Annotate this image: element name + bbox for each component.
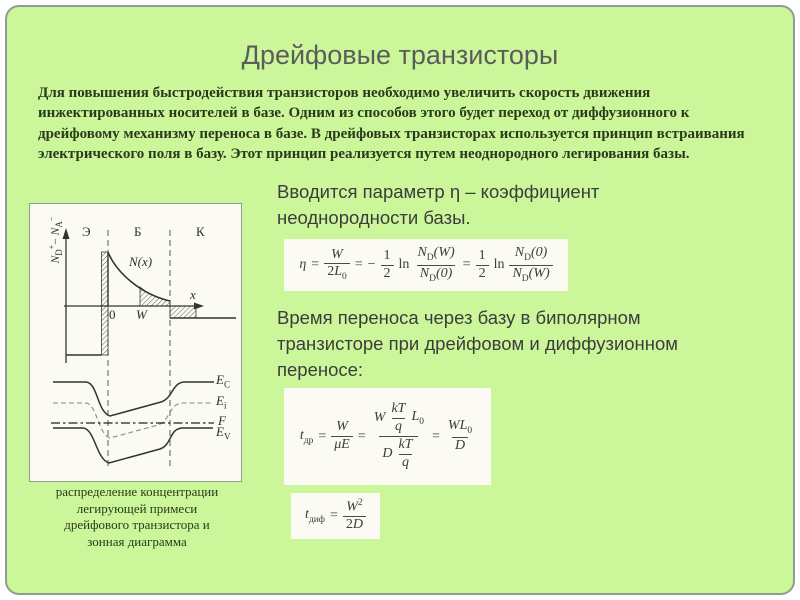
figure-panel bbox=[29, 203, 242, 482]
band-label-ec: $E_C$ bbox=[216, 372, 230, 390]
formula-t-drift bbox=[284, 388, 491, 485]
hatch-emitter-junction bbox=[102, 252, 109, 355]
fraction: $\frac{W}{2L_0}$ bbox=[324, 247, 350, 284]
fraction: $\frac{N_D(W)}{N_D(0)}$ bbox=[417, 245, 455, 284]
text-line: транзисторе при дрейфовом и диффузионном bbox=[277, 333, 679, 354]
conduction-band-line bbox=[53, 382, 214, 416]
fraction: $\frac{kT}{q}$ bbox=[398, 437, 413, 470]
y-axis-label-part: N bbox=[49, 227, 62, 236]
text-line: Вводится параметр η – коэффициент bbox=[277, 181, 600, 202]
intro-line: инжектированных носителей в базе. Одним из способов этого будет переход от диффузионного к bbox=[38, 105, 690, 122]
math-token: η bbox=[299, 257, 307, 272]
math-token: = bbox=[311, 257, 320, 272]
figure-caption bbox=[27, 484, 247, 550]
math-token: = bbox=[432, 428, 440, 444]
intrinsic-level-line bbox=[53, 403, 213, 438]
intro-line: Для повышения быстродействия транзисторов необходимо увеличить скорость движения bbox=[38, 85, 651, 101]
band-label-ei: $E_i$ bbox=[216, 393, 227, 411]
band-label-f: F bbox=[218, 413, 226, 428]
formula-eta bbox=[284, 239, 568, 291]
y-axis-label-part: + bbox=[47, 244, 56, 250]
math-token: $t_{диф}$ bbox=[305, 507, 325, 525]
fraction: $\frac{1}{2}$ bbox=[476, 248, 489, 283]
formula-t-diffusion bbox=[291, 493, 380, 539]
fraction: $\frac{1}{2}$ bbox=[381, 248, 394, 283]
fraction: $\frac{WL_0}{D}$ bbox=[447, 418, 473, 454]
caption-line: дрейфового транзистора и bbox=[64, 517, 210, 532]
caption-line: распределение концентрации bbox=[55, 484, 219, 499]
slide bbox=[5, 5, 795, 595]
text-line: переносе: bbox=[277, 359, 364, 380]
math-token: = bbox=[357, 428, 366, 444]
fraction: $\frac{W^2}{2D}$ bbox=[343, 498, 366, 534]
caption-line: легирующей примеси bbox=[76, 500, 198, 516]
text-line: неоднородности базы. bbox=[277, 207, 471, 228]
figure-diagram bbox=[30, 204, 241, 481]
band-label-ev: $E_V$ bbox=[216, 424, 231, 442]
origin-tick-label: 0 bbox=[109, 307, 116, 322]
fraction: $\frac{W}{\mu E}$ bbox=[331, 419, 353, 454]
slide-title: Дрейфовые транзисторы bbox=[241, 40, 559, 70]
math-token: = bbox=[318, 428, 327, 444]
math-token: ln bbox=[493, 257, 505, 272]
valence-band-line bbox=[53, 428, 213, 463]
transit-time-text bbox=[277, 305, 678, 383]
y-axis-arrow bbox=[63, 228, 70, 239]
intro-paragraph bbox=[38, 83, 745, 164]
math-token: = bbox=[462, 257, 471, 272]
math-token: ln bbox=[398, 257, 410, 272]
fraction: $\frac{N_D(0)}{N_D(W)}$ bbox=[509, 245, 552, 284]
hatch-collector-junction bbox=[170, 306, 196, 318]
base-width-tick-label: W bbox=[136, 307, 147, 322]
caption-line: зонная диаграмма bbox=[87, 533, 187, 549]
intro-line: электрического поля в базу. Этот принцип реализуется путем неоднородного легирования базы. bbox=[38, 145, 690, 162]
intro-line: дрейфовому механизму переноса в базе. В дрейфовых транзисторах используется принцип встраивания bbox=[38, 125, 745, 142]
curve-label: N(x) bbox=[129, 254, 153, 269]
y-axis-label-part: D bbox=[54, 249, 65, 256]
eta-definition-text bbox=[277, 179, 599, 231]
x-axis-tick-label: x bbox=[190, 287, 196, 302]
fraction: W $\frac{kT}{q}$ $L_0$ D $\frac{kT}{q}$ bbox=[373, 401, 424, 470]
math-token: $t_{др}$ bbox=[299, 427, 314, 446]
math-token: = bbox=[329, 508, 338, 523]
region-label-base: Б bbox=[134, 224, 142, 239]
y-axis-label-part: − bbox=[49, 238, 62, 245]
y-axis-label bbox=[47, 200, 65, 280]
region-label-collector: К bbox=[196, 224, 205, 239]
y-axis-label-part: N bbox=[49, 255, 62, 264]
text-line: Время переноса через базу в биполярном bbox=[277, 307, 641, 328]
y-axis-label-part: − bbox=[47, 216, 56, 222]
x-axis-arrow bbox=[194, 303, 204, 310]
math-token: − bbox=[367, 257, 376, 272]
y-axis-label-part: A bbox=[54, 221, 65, 228]
math-token: = bbox=[354, 257, 363, 272]
region-label-emitter: Э bbox=[82, 224, 91, 239]
fraction: $\frac{kT}{q}$ bbox=[391, 401, 406, 435]
